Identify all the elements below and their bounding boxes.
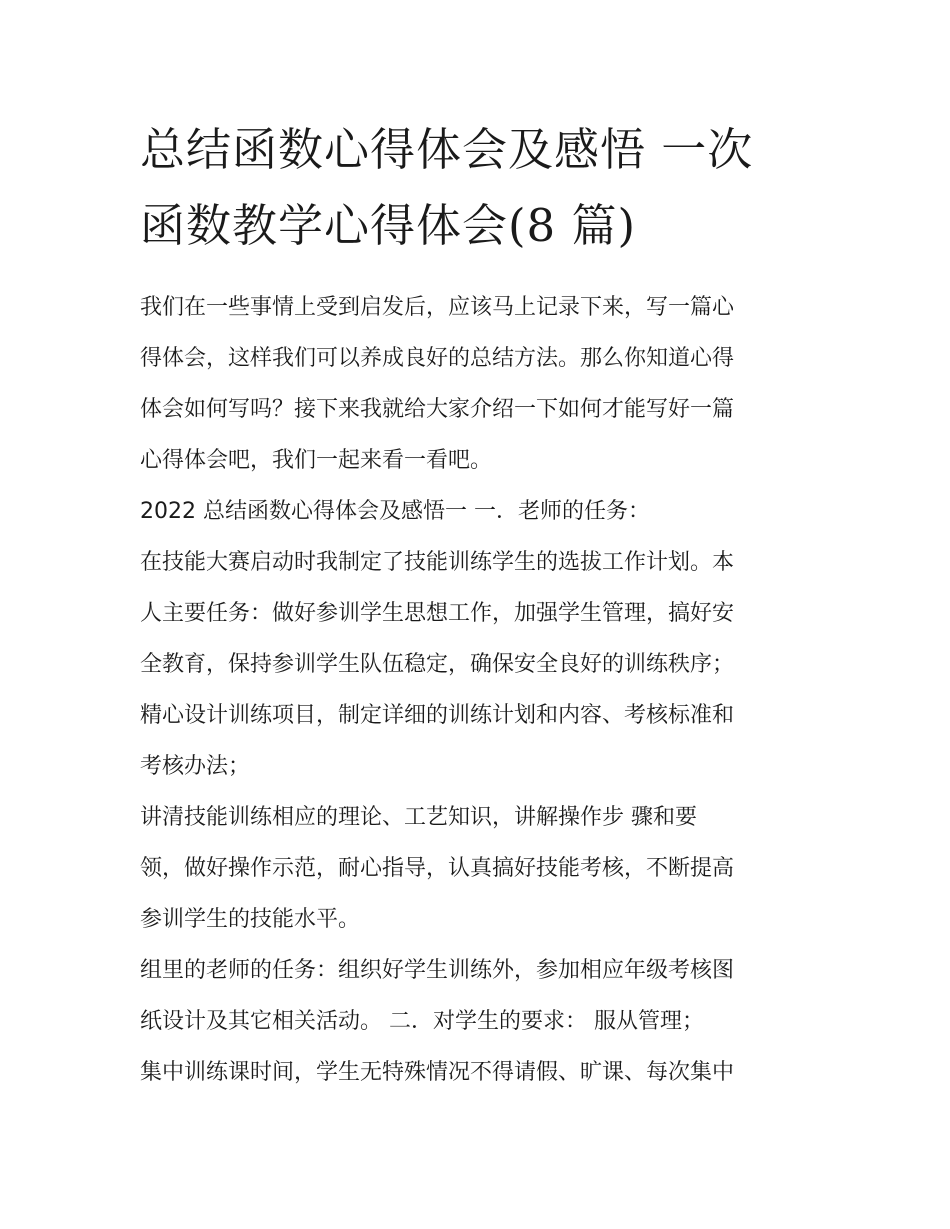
body-line: 精心设计训练项目，制定详细的训练计划和内容、考核标准和 bbox=[140, 703, 735, 728]
body-line: 参训学生的技能水平。 bbox=[140, 907, 361, 932]
document-body bbox=[140, 282, 812, 1098]
document-page bbox=[140, 112, 812, 1098]
section-heading: 2022 总结函数心得体会及感悟一 一．老师的任务： bbox=[140, 499, 650, 524]
body-line: 讲清技能训练相应的理论、工艺知识，讲解操作步 骤和要 bbox=[140, 805, 697, 830]
body-line: 我们在一些事情上受到启发后，应该马上记录下来，写一篇心 bbox=[140, 295, 735, 320]
body-line: 心得体会吧，我们一起来看一看吧。 bbox=[140, 448, 493, 473]
body-line: 得体会，这样我们可以养成良好的总结方法。那么你知道心得 bbox=[140, 346, 735, 371]
body-line: 领，做好操作示范，耐心指导，认真搞好技能考核，不断提高 bbox=[140, 856, 735, 881]
body-line: 集中训练课时间，学生无特殊情况不得请假、旷课、每次集中 bbox=[140, 1060, 735, 1085]
body-line: 考核办法； bbox=[140, 754, 251, 779]
body-line: 纸设计及其它相关活动。 二．对学生的要求： 服从管理； bbox=[140, 1009, 704, 1034]
document-title bbox=[140, 112, 812, 264]
body-line: 全教育，保持参训学生队伍稳定，确保安全良好的训练秩序； bbox=[140, 652, 735, 677]
body-line: 人主要任务：做好参训学生思想工作，加强学生管理，搞好安 bbox=[140, 601, 735, 626]
body-line: 体会如何写吗？接下来我就给大家介绍一下如何才能写好一篇 bbox=[140, 397, 735, 422]
title-line-2: 函数教学心得体会(8 篇) bbox=[140, 199, 637, 252]
title-line-1: 总结函数心得体会及感悟 一次 bbox=[140, 123, 754, 176]
body-line: 组里的老师的任务：组织好学生训练外，参加相应年级考核图 bbox=[140, 958, 735, 983]
body-line: 在技能大赛启动时我制定了技能训练学生的选拔工作计划。本 bbox=[140, 550, 735, 575]
